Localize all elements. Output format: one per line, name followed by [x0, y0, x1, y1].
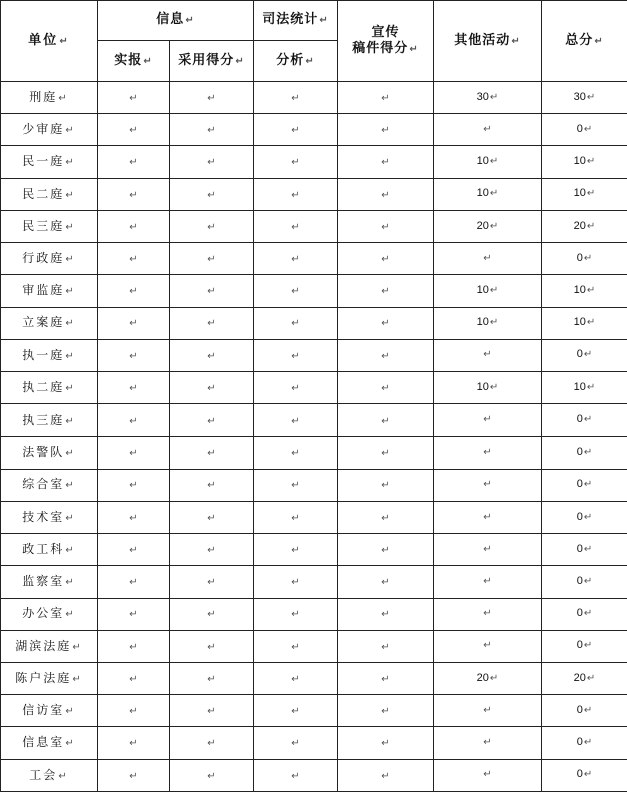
- total-cell: 0↵: [542, 566, 627, 598]
- table-row: [1, 243, 627, 275]
- total-cell: 0↵: [542, 727, 627, 759]
- info-report-cell: ↵: [98, 339, 170, 371]
- info-adopted-cell: ↵: [170, 469, 254, 501]
- info-report-cell: ↵: [98, 146, 170, 178]
- other-activities-cell: ↵: [434, 630, 542, 662]
- judicial-analysis-cell: ↵: [254, 534, 338, 566]
- info-report-cell: ↵: [98, 469, 170, 501]
- total-cell: 20↵: [542, 210, 627, 242]
- other-activities-cell: 10↵: [434, 371, 542, 403]
- info-adopted-cell: ↵: [170, 275, 254, 307]
- info-report-cell: ↵: [98, 630, 170, 662]
- other-activities-cell: ↵: [434, 469, 542, 501]
- publicity-cell: ↵: [338, 339, 434, 371]
- publicity-cell: ↵: [338, 114, 434, 146]
- info-adopted-cell: ↵: [170, 371, 254, 403]
- info-adopted-cell: ↵: [170, 307, 254, 339]
- other-activities-cell: 10↵: [434, 146, 542, 178]
- other-activities-cell: ↵: [434, 501, 542, 533]
- info-adopted-cell: ↵: [170, 630, 254, 662]
- other-activities-cell: ↵: [434, 759, 542, 791]
- total-cell: 0↵: [542, 598, 627, 630]
- info-report-cell: ↵: [98, 275, 170, 307]
- info-report-cell: ↵: [98, 534, 170, 566]
- other-activities-cell: ↵: [434, 114, 542, 146]
- other-activities-cell: ↵: [434, 598, 542, 630]
- info-report-cell: ↵: [98, 695, 170, 727]
- total-cell: 0↵: [542, 404, 627, 437]
- unit-cell: 民一庭↵: [1, 146, 98, 178]
- judicial-analysis-cell: ↵: [254, 566, 338, 598]
- header-judicial-stats: 司法统计↵: [254, 1, 338, 41]
- other-activities-cell: 10↵: [434, 307, 542, 339]
- other-activities-cell: 10↵: [434, 178, 542, 210]
- info-report-cell: ↵: [98, 114, 170, 146]
- total-cell: 0↵: [542, 339, 627, 371]
- table-row: [1, 534, 627, 566]
- info-report-cell: ↵: [98, 662, 170, 694]
- unit-cell: 执二庭↵: [1, 371, 98, 403]
- judicial-analysis-cell: ↵: [254, 469, 338, 501]
- table-row: [1, 275, 627, 307]
- info-adopted-cell: ↵: [170, 210, 254, 242]
- table-row: [1, 469, 627, 501]
- table-row: [1, 662, 627, 694]
- other-activities-cell: 10↵: [434, 275, 542, 307]
- info-adopted-cell: ↵: [170, 727, 254, 759]
- judicial-analysis-cell: ↵: [254, 404, 338, 437]
- total-cell: 0↵: [542, 695, 627, 727]
- header-other-activities: 其他活动↵: [434, 1, 542, 82]
- judicial-analysis-cell: ↵: [254, 598, 338, 630]
- total-cell: 10↵: [542, 146, 627, 178]
- other-activities-cell: ↵: [434, 404, 542, 437]
- unit-cell: 刑庭↵: [1, 82, 98, 114]
- judicial-analysis-cell: ↵: [254, 146, 338, 178]
- info-adopted-cell: ↵: [170, 404, 254, 437]
- info-adopted-cell: ↵: [170, 146, 254, 178]
- unit-cell: 立案庭↵: [1, 307, 98, 339]
- total-cell: 0↵: [542, 243, 627, 275]
- unit-cell: 工会↵: [1, 759, 98, 791]
- publicity-cell: ↵: [338, 534, 434, 566]
- info-report-cell: ↵: [98, 178, 170, 210]
- table-row: [1, 437, 627, 469]
- publicity-cell: ↵: [338, 727, 434, 759]
- info-adopted-cell: ↵: [170, 114, 254, 146]
- other-activities-cell: ↵: [434, 727, 542, 759]
- total-cell: 10↵: [542, 178, 627, 210]
- table-row: [1, 210, 627, 242]
- publicity-cell: ↵: [338, 210, 434, 242]
- info-adopted-cell: ↵: [170, 243, 254, 275]
- other-activities-cell: ↵: [434, 243, 542, 275]
- other-activities-cell: ↵: [434, 695, 542, 727]
- table-row: [1, 404, 627, 437]
- publicity-cell: ↵: [338, 469, 434, 501]
- judicial-analysis-cell: ↵: [254, 371, 338, 403]
- publicity-cell: ↵: [338, 243, 434, 275]
- table-row: [1, 598, 627, 630]
- total-cell: 0↵: [542, 759, 627, 791]
- info-adopted-cell: ↵: [170, 82, 254, 114]
- info-report-cell: ↵: [98, 210, 170, 242]
- judicial-analysis-cell: ↵: [254, 695, 338, 727]
- header-row-1: [1, 1, 627, 41]
- table-row: [1, 82, 627, 114]
- info-report-cell: ↵: [98, 307, 170, 339]
- info-report-cell: ↵: [98, 598, 170, 630]
- total-cell: 10↵: [542, 307, 627, 339]
- judicial-analysis-cell: ↵: [254, 630, 338, 662]
- info-report-cell: ↵: [98, 501, 170, 533]
- info-report-cell: ↵: [98, 371, 170, 403]
- info-adopted-cell: ↵: [170, 566, 254, 598]
- publicity-cell: ↵: [338, 82, 434, 114]
- unit-cell: 行政庭↵: [1, 243, 98, 275]
- unit-cell: 监察室↵: [1, 566, 98, 598]
- info-adopted-cell: ↵: [170, 662, 254, 694]
- other-activities-cell: 30↵: [434, 82, 542, 114]
- table-row: [1, 146, 627, 178]
- table-row: [1, 371, 627, 403]
- unit-cell: 信息室↵: [1, 727, 98, 759]
- publicity-cell: ↵: [338, 501, 434, 533]
- info-adopted-cell: ↵: [170, 339, 254, 371]
- table-row: [1, 630, 627, 662]
- other-activities-cell: 20↵: [434, 210, 542, 242]
- unit-cell: 陈户法庭↵: [1, 662, 98, 694]
- table-row: [1, 307, 627, 339]
- total-cell: 0↵: [542, 630, 627, 662]
- unit-cell: 执三庭↵: [1, 404, 98, 437]
- unit-cell: 执一庭↵: [1, 339, 98, 371]
- table-row: [1, 759, 627, 791]
- publicity-cell: ↵: [338, 630, 434, 662]
- table-row: [1, 339, 627, 371]
- unit-cell: 办公室↵: [1, 598, 98, 630]
- unit-cell: 少审庭↵: [1, 114, 98, 146]
- other-activities-cell: ↵: [434, 339, 542, 371]
- total-cell: 0↵: [542, 501, 627, 533]
- publicity-cell: ↵: [338, 178, 434, 210]
- info-report-cell: ↵: [98, 243, 170, 275]
- judicial-analysis-cell: ↵: [254, 243, 338, 275]
- publicity-cell: ↵: [338, 275, 434, 307]
- table-row: [1, 501, 627, 533]
- judicial-analysis-cell: ↵: [254, 307, 338, 339]
- info-report-cell: ↵: [98, 437, 170, 469]
- table-row: [1, 695, 627, 727]
- info-adopted-cell: ↵: [170, 534, 254, 566]
- info-report-cell: ↵: [98, 82, 170, 114]
- publicity-cell: ↵: [338, 146, 434, 178]
- judicial-analysis-cell: ↵: [254, 501, 338, 533]
- info-adopted-cell: ↵: [170, 178, 254, 210]
- unit-cell: 审监庭↵: [1, 275, 98, 307]
- unit-cell: 湖滨法庭↵: [1, 630, 98, 662]
- publicity-cell: ↵: [338, 566, 434, 598]
- header-total: 总分↵: [542, 1, 627, 82]
- judicial-analysis-cell: ↵: [254, 339, 338, 371]
- other-activities-cell: ↵: [434, 534, 542, 566]
- header-info-report: 实报↵: [98, 41, 170, 82]
- header-info-adopted: 采用得分↵: [170, 41, 254, 82]
- other-activities-cell: ↵: [434, 437, 542, 469]
- judicial-analysis-cell: ↵: [254, 662, 338, 694]
- table-row: [1, 114, 627, 146]
- info-adopted-cell: ↵: [170, 695, 254, 727]
- publicity-cell: ↵: [338, 307, 434, 339]
- header-publicity: 宣传 稿件得分↵: [338, 1, 434, 82]
- publicity-cell: ↵: [338, 695, 434, 727]
- info-adopted-cell: ↵: [170, 501, 254, 533]
- judicial-analysis-cell: ↵: [254, 114, 338, 146]
- unit-cell: 民二庭↵: [1, 178, 98, 210]
- unit-cell: 政工科↵: [1, 534, 98, 566]
- total-cell: 0↵: [542, 114, 627, 146]
- judicial-analysis-cell: ↵: [254, 82, 338, 114]
- table-row: [1, 566, 627, 598]
- header-judicial-analysis: 分析↵: [254, 41, 338, 82]
- total-cell: 20↵: [542, 662, 627, 694]
- publicity-cell: ↵: [338, 598, 434, 630]
- publicity-cell: ↵: [338, 437, 434, 469]
- header-info: 信息↵: [98, 1, 254, 41]
- other-activities-cell: 20↵: [434, 662, 542, 694]
- unit-cell: 法警队↵: [1, 437, 98, 469]
- info-report-cell: ↵: [98, 566, 170, 598]
- publicity-cell: ↵: [338, 404, 434, 437]
- unit-cell: 技术室↵: [1, 501, 98, 533]
- total-cell: 0↵: [542, 437, 627, 469]
- other-activities-cell: ↵: [434, 566, 542, 598]
- total-cell: 30↵: [542, 82, 627, 114]
- info-report-cell: ↵: [98, 759, 170, 791]
- publicity-cell: ↵: [338, 371, 434, 403]
- info-adopted-cell: ↵: [170, 759, 254, 791]
- judicial-analysis-cell: ↵: [254, 759, 338, 791]
- judicial-analysis-cell: ↵: [254, 178, 338, 210]
- publicity-cell: ↵: [338, 759, 434, 791]
- info-adopted-cell: ↵: [170, 598, 254, 630]
- judicial-analysis-cell: ↵: [254, 210, 338, 242]
- total-cell: 10↵: [542, 371, 627, 403]
- publicity-cell: ↵: [338, 662, 434, 694]
- table-row: [1, 727, 627, 759]
- total-cell: 10↵: [542, 275, 627, 307]
- judicial-analysis-cell: ↵: [254, 275, 338, 307]
- total-cell: 0↵: [542, 469, 627, 501]
- info-adopted-cell: ↵: [170, 437, 254, 469]
- info-report-cell: ↵: [98, 727, 170, 759]
- header-unit: 单位↵: [1, 1, 98, 82]
- total-cell: 0↵: [542, 534, 627, 566]
- info-report-cell: ↵: [98, 404, 170, 437]
- judicial-analysis-cell: ↵: [254, 437, 338, 469]
- unit-cell: 综合室↵: [1, 469, 98, 501]
- unit-cell: 民三庭↵: [1, 210, 98, 242]
- judicial-analysis-cell: ↵: [254, 727, 338, 759]
- unit-cell: 信访室↵: [1, 695, 98, 727]
- table-row: [1, 178, 627, 210]
